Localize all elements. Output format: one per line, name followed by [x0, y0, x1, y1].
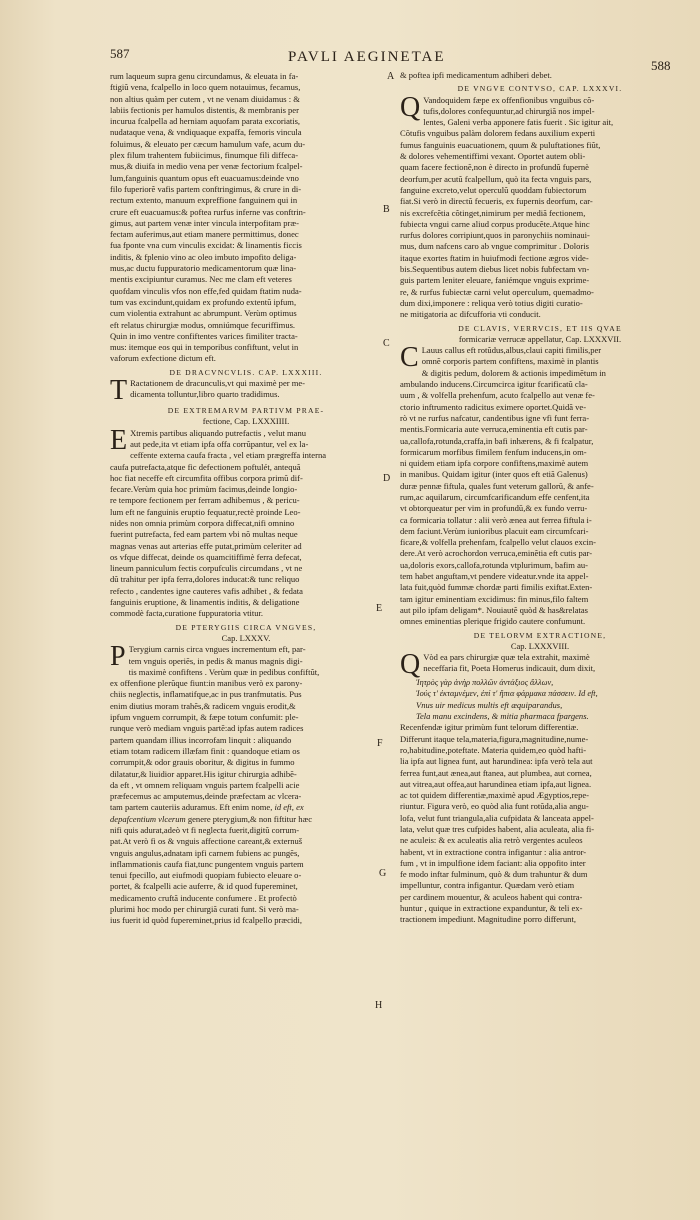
clavis-line: ua,callofa,rotunda,craffa,in bafi inhærens, & fi fcalpatur,	[400, 435, 594, 446]
clavis-line: formicarum morfibus fimilem fenfum inducens,in om-	[400, 446, 587, 457]
vngve-contvso-line: guis partem leniter eleuare, faniémque vnguis exprime-	[400, 275, 590, 286]
section-body-pterygiis	[110, 641, 382, 926]
clavis-line: omnẽ corporis partem confiftens, maximè in plantis	[421, 356, 599, 367]
left-intro-line: non altius quàm per cutem , vt ne venam diuidamus : &	[110, 93, 300, 104]
clavis-line: dem faciunt.Verùm iunioribus placuit eam circumfcari-	[400, 525, 589, 536]
pterygiis-line-text: vnguis angulus,adnatam ipfi carnem fubiens ac pungẽs,	[110, 847, 300, 858]
section-subheading-clavis: formicariæ verrucæ appellatur, Cap. LXXXVII.	[458, 333, 622, 344]
clavis-line: aut pilo ipfam deligam*. Nouiautẽ quòd & has&relatas	[400, 604, 588, 615]
pterygiis-line	[110, 746, 382, 757]
left-intro-line: crure eft euacuamus:& poftea rurfus inferne vas conftrin-	[110, 206, 306, 217]
section-heading-vngve-contvso: DE VNGVE CONTVSO, CAP. LXXXVI.	[457, 84, 623, 94]
pterygiis-line	[110, 791, 382, 802]
pterygiis-line-text: tam partem cauteriis aduramus. Eft enim nome,	[110, 802, 273, 813]
greek-verse-2: Ἰούς τ' ἐκταμνέμεν, ἐπί τ' ἤπια φάρμακα πάσσειν. Id eft,	[416, 689, 598, 699]
section-heading-pterygiis: DE PTERYGIIS CIRCA VNGVES,	[175, 622, 317, 632]
section-heading-telorum: DE TELORVM EXTRACTIONE,	[473, 630, 607, 640]
telorum-cont-line: ac tot quidem differentiæ,maximè apud Ægyptios,repe-	[400, 790, 590, 801]
pterygiis-line	[110, 769, 382, 780]
section-subheading-pterygiis: Cap. LXXXV.	[221, 632, 271, 643]
extremarum-line: fanguinis eruptione, & linamentis inditis, & deligatione	[110, 597, 300, 608]
running-title: PAVLI AEGINETAE	[288, 49, 446, 65]
pterygiis-line-text: nifi quis adurat,adeò vt fi neglecta fuerit,digitũ corrum-	[110, 825, 300, 835]
extremarum-line: aut pede,ita vt etiam ipfa offa corrũpantur, vel ex la-	[130, 438, 309, 449]
left-intro-line: foluimus, & eleuato per cæcum hamulum vafe, acum du-	[110, 138, 306, 149]
vngve-contvso-line: fiat.Si verò in directũ fecueris, ex fupernis deorfum, car-	[400, 196, 593, 207]
telorum-cont-line: huntur , quique in extractione expanduntur, & teli ex-	[400, 903, 583, 914]
vngve-contvso-line: Cõtufis vnguibus palàm dolorem fedans auxilium experti	[400, 128, 596, 139]
vngve-contvso-line: re, & rurfus fubiectæ carni velut operculum, quemadmo-	[400, 286, 594, 297]
pterygiis-line-text: tenui fpecillo, aut eiufmodi quopiam fubiecto eleuare o-	[110, 870, 302, 881]
pterygiis-line-text: ipfum vnguem corrumpit, & fæpe totum confumit: ple-	[110, 712, 299, 723]
extremarum-line: nides non omnia primùm corpora diffecat,nifi omnino	[110, 517, 295, 528]
pterygiis-line	[110, 802, 382, 813]
pterygiis-line	[110, 780, 382, 791]
pterygiis-line	[110, 689, 382, 700]
pterygiis-line	[110, 712, 382, 723]
telorum-cont-line: lia ipfa aut lignea funt, aut harundinea: ipfa verò tela aut	[400, 756, 593, 767]
extremarum-line: hoc fiat neceffe eft circumfita offibus corpora primũ dif-	[110, 472, 303, 483]
pterygiis-line-text: runque verò mediam vnguis partẽ:ad ipfas autem radices	[110, 723, 304, 734]
left-intro-line: eft relatus chirurgiæ modus, omniúmque fecuriffimus.	[110, 319, 296, 330]
section-body-telorum	[400, 649, 680, 681]
telorum-cont-line: impelluntur, contra infigantur. Quædam verò etiam	[400, 880, 575, 891]
pterygiis-line	[110, 859, 382, 870]
telorum-cont-line: riuntur. Figura verò, eo quòd alia funt rotũda,alia angu-	[400, 801, 589, 812]
extremarum-line: fuerint putrefacta, fed eam partem vbi nõ multas neque	[110, 529, 298, 540]
pterygiis-line-text: dilatatur,& liuidior apparet.His igitur chirurgia adhibẽ-	[110, 768, 297, 779]
vngve-contvso-line: & dolores vehementiffimi vexant. Oportet autem obli-	[400, 151, 586, 162]
pterygiis-line-text: pat.At verò fi os & vnguis affectione careant,& externuš	[110, 836, 303, 847]
clavis-line: omnes eminentias plerique frigido cautere confumunt.	[400, 616, 586, 627]
pterygiis-line-text: tem vnguis operiẽs, in pedis & manus magnis digi-	[128, 655, 303, 666]
telorum-cont-line: ne aculeis: & ex aculeatis alia retrò vergentes aculeos	[400, 835, 583, 846]
right-intro-line: & poftea ipfi medicamentum adhiberi debet.	[400, 70, 552, 80]
telorum-cont-line: Recenfendæ igitur primùm funt telorum differentiæ.	[400, 722, 579, 733]
pterygiis-line-text: præfecemus ac amputemus,deinde præfectam ac vlcera-	[110, 791, 302, 802]
vngve-contvso-line: rurfus dolores corripiunt,quos in paronychiis nominaui-	[400, 230, 590, 241]
right-column	[400, 70, 680, 926]
pterygiis-inline-tail: genere pterygium,& non fiftitur hæc	[185, 813, 312, 824]
right-page-number: 588	[651, 58, 671, 73]
clavis-line: ca formicaria tollatur : alii verò ænea aut ferrea fiftula i-	[400, 514, 592, 525]
extremarum-line: lum eft ne fanguinis eruptio fequatur,rectè proinde Leo-	[110, 506, 301, 517]
pterygiis-line-text: portet, & fcalpelli acie auferre, & id quod fupereminet,	[110, 881, 298, 892]
vngve-contvso-line: quam facere fectionẽ,non è directo in profundũ fupernè	[400, 162, 589, 173]
telorum-cont-line: lofa, velut funt triangula,alia cufpidata & lanceata appel-	[400, 812, 594, 823]
vngve-contvso-line: bis.Sequentibus autem diebus licet nobis fubfectam vn-	[400, 264, 590, 275]
dropcap: Q	[400, 649, 421, 681]
latin-verse-1: Vnus uir medicus multis eft æquiparandus,	[416, 699, 563, 710]
pterygiis-line-text: depafcentium vlcerum	[110, 813, 186, 824]
telorum-cont-line: Differunt itaque tela,materia,figura,magnitudine,nume-	[400, 733, 589, 744]
pterygiis-line	[110, 836, 382, 847]
section-body-vngve-contvso	[400, 91, 680, 321]
pterygiis-line	[110, 848, 382, 859]
pterygiis-line-text: medicamento cruftã inducente confumere . Et profectò	[110, 892, 297, 903]
margin-letter-c: C	[383, 338, 390, 349]
extremarum-line: re tempore fectionem per ferram adhibemus , & pericu-	[110, 495, 300, 506]
pterygiis-inline-note: id eft, ex	[272, 802, 304, 813]
left-page-number: 587	[110, 46, 130, 61]
left-intro-line: quofdam vinculis vfos non effe,fed quidam ftatim nuda-	[110, 285, 302, 296]
left-intro-line: tum vas excindunt,quidam ex profundo extentũ ipfum,	[110, 296, 297, 307]
vngve-contvso-line: deorfum,per acutũ fcalpellum, quò ita fecta vnguis pars,	[400, 173, 592, 184]
telorum-cont-line: fum , vt in impulfione idem faciant: alia oppofito inter	[400, 857, 586, 868]
clavis-line: dere.At verò acrochordon verruca,eminẽtia eft cutis par-	[400, 548, 593, 559]
margin-letter-b: B	[383, 204, 390, 215]
vngve-contvso-line: fumus fanguinis euacuationem, quum & puluftationes fiũt,	[400, 139, 601, 150]
pterygiis-line	[110, 904, 382, 915]
clavis-line: & digitis pedum, dolorem & actionis impedimẽtum in	[421, 367, 606, 378]
margin-letter-f: F	[377, 738, 383, 749]
margin-letter-d: D	[383, 473, 391, 484]
clavis-line: rum,ac aquilarum, circumfcarificandum effe cenfent,ita	[400, 491, 590, 502]
telorum-cont-line: aut vitrea,aut offea,aut harundinea etiam ipfa,aut lignea.	[400, 778, 592, 789]
left-intro-line: inditis, & fplenio vino ac oleo imbuto impofito deliga-	[110, 251, 297, 262]
clavis-line: lata fuit,quòd fummæ chordæ parti fimilis exiftat.Exten-	[400, 582, 593, 593]
pterygiis-line-text: inflammationis caufa fiat,tunc pungentem vnguis partem	[110, 858, 304, 869]
pterygiis-line-text: partem quandam illius incorrofam linquit : aliquando	[110, 734, 292, 745]
clavis-line: rò vt ne rurfus nafcatur, candentibus igne vfi funt ferra-	[400, 412, 590, 423]
vngve-contvso-line: itaque exortes ftatim in huiufmodi fectione ægros vide-	[400, 252, 589, 263]
vngve-contvso-line: mus, dum nafcens caro ab vngue comprimitur . Doloris	[400, 241, 589, 252]
left-intro-line: cum violentia extrahunt ac abrumpunt. Verùm optimus	[110, 308, 297, 319]
margin-letter-e: E	[376, 603, 383, 614]
vngve-contvso-line: tufis,dolores confequuntur,ad chirurgiã nos impel-	[423, 105, 595, 116]
pterygiis-line-text: corrumpit,& odor grauis oboritur, & digitus in fummo	[110, 757, 295, 768]
left-intro-line: mentis excipiuntur curamus. Nec me clam eft veteres	[110, 274, 292, 285]
margin-letter-h: H	[375, 1000, 383, 1011]
left-intro-line: plex filum trahentem fubiicimus, finumque fili diffeca-	[110, 150, 299, 161]
extremarum-line: commodè facta,curatione fuppuratoria vtitur.	[110, 608, 264, 619]
pterygiis-line-text: etiam totam radicem illæfam finit : quandoque etiam os	[110, 745, 300, 756]
pterygiis-line	[110, 870, 382, 881]
extremarum-line: dũ trahitur per ipfa ferra,dolores inducat:& tunc reliquo	[110, 574, 300, 585]
left-intro-line: rum laqueum supra genu circundamus, & eleuata in fa-	[110, 71, 299, 81]
telorum-cont-line: ferrea funt,aut ænea,aut ftanea, aut plumbea, aut cornea,	[400, 767, 592, 778]
clavis-line: duræ pennæ fiftula, quales funt veterum gallorũ, & anfe-	[400, 480, 594, 491]
left-column	[110, 71, 382, 927]
dropcap: E	[110, 424, 128, 456]
clavis-line: tem habet anguftam,vt pendere videatur.vnde ita appel-	[400, 571, 589, 582]
pterygiis-line-text: da eft , vt omnem reliquam vnguis partem fcalpelli acie	[110, 779, 300, 790]
clavis-line: tam igitur eminentiam excidimus: fin minus,filo faltem	[400, 593, 589, 604]
clavis-line: ctorio inftrumento radicitus eximere oportet.Quidã ve-	[400, 401, 587, 412]
left-intro-line: vaforum exfectione dictum eft.	[110, 353, 216, 364]
section-body-clavis	[400, 342, 680, 627]
left-intro-line: ftigiũ vena, fcalpello in loco quem notauimus, fecamus,	[110, 82, 301, 93]
left-intro-line: incurua fcalpella ad herniam aquofam parata excoriatis,	[110, 116, 301, 127]
left-intro-line: nudataque vena, & vndiquaque expaffa, femoris vincula	[110, 127, 302, 138]
telorum-cont-line: fe modo inftar fulminum, quò & dum trahuntur & dum	[400, 869, 588, 880]
section-heading-extremarum: DE EXTREMARVM PARTIVM PRAE-	[167, 406, 325, 416]
margin-letter-a: A	[387, 71, 395, 82]
extremarum-line: ceffente externa caufa fracta , vel etiam prægreffa interna	[130, 450, 327, 461]
clavis-line: ficare,& volfella prehenfam, fcalpello velut clauos excin-	[400, 537, 597, 548]
pterygiis-line	[110, 814, 382, 825]
section-heading-dracunculis: DE DRACVNCVLIS. CAP. LXXXIII.	[169, 367, 323, 377]
section-heading-clavis: DE CLAVIS, VERRVCIS, ET IIS QVAE	[458, 323, 622, 333]
left-intro-line: mus,& diuifa in medio vena per venæ fectorium fcalpel-	[110, 161, 303, 172]
left-intro-line: filo fuperiorẽ vafis partem conftringimus, & crure in di-	[110, 183, 302, 194]
dropcap: P	[110, 641, 126, 673]
clavis-line: ambulando inducens.Circumcirca igitur fcarificatũ cla-	[400, 379, 588, 390]
pterygiis-line-text: Terygium carnis circa vngues incrementum eft, par-	[128, 644, 306, 655]
pterygiis-line-text: ex offenfione plerũque fiunt:in manibus verò ex parony-	[110, 678, 303, 689]
extremarum-line: fecare.Verùm quia hoc primùm facimus,deinde longio-	[110, 484, 298, 495]
section-body-telorum-continued	[400, 722, 680, 925]
section-subheading-telorum: Cap. LXXXVIII.	[510, 640, 570, 651]
left-intro-line: fectam auferimus,aut etiam manere permittimus, donec	[110, 229, 299, 240]
pterygiis-line	[110, 825, 382, 836]
clavis-line: Lauus callus eft rotũdus,albus,claui capiti fimilis,per	[421, 345, 602, 356]
extremarum-line: os vfque diffecat, deinde os quamcitiffimè ferra defecat,	[110, 551, 302, 562]
pterygiis-line	[110, 915, 382, 926]
pterygiis-line	[110, 881, 382, 892]
section-subheading-extremarum: fectione, Cap. LXXXIIII.	[202, 416, 290, 427]
pterygiis-line	[129, 656, 382, 667]
pterygiis-line	[110, 757, 382, 768]
vngve-contvso-line: fanguine excreto,velut operculũ quoddam fubiectorum	[400, 184, 587, 195]
section-body-dracunculis	[110, 375, 382, 407]
telorum-cont-line: habent, vt in extractione contra infigantur : alia antror-	[400, 846, 587, 857]
telorum-line: neceffaria fit, Poeta Homerus indicauit, dum dixit,	[423, 663, 596, 674]
dropcap: C	[400, 342, 419, 374]
telorum-cont-line: tractionem impediunt. Magnitudine porro differunt,	[400, 914, 576, 925]
pterygiis-line	[129, 644, 382, 655]
left-intro-line: fua fponte vna cum vinculis excidat: & linamentis ficcis	[110, 240, 302, 251]
vngve-contvso-line: Vandoquidem fæpe ex offenfionibus vnguibus cõ-	[423, 94, 595, 105]
extremarum-line: caufa putrefacta,atque fic defectionem poftulét, antequã	[110, 461, 301, 472]
pterygiis-line-text: ius fuerit id quòd fupereminet,prius id fcalpello præcidi,	[110, 915, 303, 926]
latin-verse-2: Tela manu excindens, & mitia pharmaca fpargens.	[416, 711, 589, 722]
margin-letter-g: G	[379, 868, 387, 879]
pterygiis-line-text: chiis neglectis, inflamatifque,ac in pus tranfmutatis. Pus	[110, 689, 302, 700]
section-body-extremarum	[110, 424, 382, 620]
vngve-contvso-line: ne mitigatoria ac difcufforia vti conducit.	[400, 309, 541, 320]
left-intro-line: labiis fectionis per hamulos distentis, & membranis per	[110, 104, 299, 115]
clavis-line: in manibus. Quidam igitur (inter quos eft etiã Galenus)	[400, 469, 588, 480]
dracunculis-line: dicamenta tolluntur,libro quarto tradidimus.	[130, 389, 280, 400]
left-intro-paragraph	[110, 71, 382, 365]
vngve-contvso-line: dum dixi,imponere : reliqua verò totius digiti curatio-	[400, 297, 583, 308]
pterygiis-line	[110, 678, 382, 689]
pterygiis-line	[110, 893, 382, 904]
extremarum-line: Xtremis partibus aliquando putrefactis , velut manu	[130, 427, 306, 438]
vngve-contvso-line: fubiecta vngui carne aliud corpus producẽte.Atque hinc	[400, 218, 590, 229]
clavis-line: mentis.Formicaria aute verruca,eminentia eft cutis par-	[400, 424, 588, 435]
left-intro-line: mus,ac ductu fuppuratorio medicamentorum quæ lina-	[110, 263, 297, 274]
dracunculis-line: Ractationem de dracunculis,vt qui maximè per me-	[130, 378, 306, 389]
telorum-line: Vòd ea pars chirurgiæ quæ tela extrahit, maximè	[423, 652, 590, 663]
pterygiis-line	[110, 701, 382, 712]
extremarum-line: magnas venas aut arterias effe putat,primùm celeriter ad	[110, 540, 302, 551]
extremarum-line: refecto , candentes igne cauteres vafis adhibet , & fedata	[110, 585, 303, 596]
pterygiis-line-text: tis maximè confiftens . Verùm quæ in pedibus confiftũt,	[128, 666, 320, 677]
clavis-line: uum , & volfella prehenfum, acuto fcalpello aut venæ fe-	[400, 390, 595, 401]
clavis-line: ni quidem etiam ipfa corpore confiftens,maximè autem	[400, 458, 589, 469]
pterygiis-line-text: plurimi hoc modo per chirurgiã curati funt. Si verò ma-	[110, 904, 299, 915]
vngve-contvso-line: nis excrefcẽtia cõtinget,nimirum per mediã fectionem,	[400, 207, 586, 218]
clavis-line: vt obtorqueatur per vim in profundũ,& ex fundo verru-	[400, 503, 588, 514]
left-intro-line: gimus, aut partem venæ inter vincula interpofitam præ-	[110, 217, 299, 228]
greek-verse-1: Ἰητρὸς γὰρ ἀνὴρ πολλῶν ἀντάξιος ἄλλων,	[416, 678, 554, 688]
pterygiis-line-text: enim diutius moram trahẽs,& radicem vnguis erodit,&	[110, 700, 296, 711]
left-intro-line: mus: itemque eos qui in temporibus confiftunt, velut in	[110, 342, 299, 353]
telorum-cont-line: ro,habitudine,poteftate. Materia quidem,eo quòd hafti-	[400, 744, 587, 755]
left-intro-line: Quin in imo ventre confiftentes varices fimiliter tracta-	[110, 330, 298, 341]
telorum-cont-line: lata, velut quæ tres cufpides habent, alia aculeata, alia fi-	[400, 824, 595, 834]
pterygiis-line	[129, 667, 382, 678]
extremarum-line: lineum panniculum fectis corpufculis circumdans , vt ne	[110, 563, 303, 574]
vngve-contvso-line: lentes, Galeni verba apponere fatis fuerit . Sic igitur ait,	[423, 117, 614, 128]
pterygiis-line	[110, 735, 382, 746]
left-intro-line: lum,fanguinis quantum opus eft euacuamus:deinde vno	[110, 172, 299, 183]
left-intro-line: rectum extento, manuum expreffione fanguinem qui in	[110, 195, 298, 206]
dropcap: Q	[400, 91, 421, 123]
telorum-cont-line: per cardinem mouentur, & aculeos habent qui contra-	[400, 891, 583, 902]
dropcap: T	[110, 375, 128, 407]
clavis-line: ua,doloris exors,callofa,rotunda vtplurimum, bafim au-	[400, 559, 588, 570]
pterygiis-line	[110, 723, 382, 734]
